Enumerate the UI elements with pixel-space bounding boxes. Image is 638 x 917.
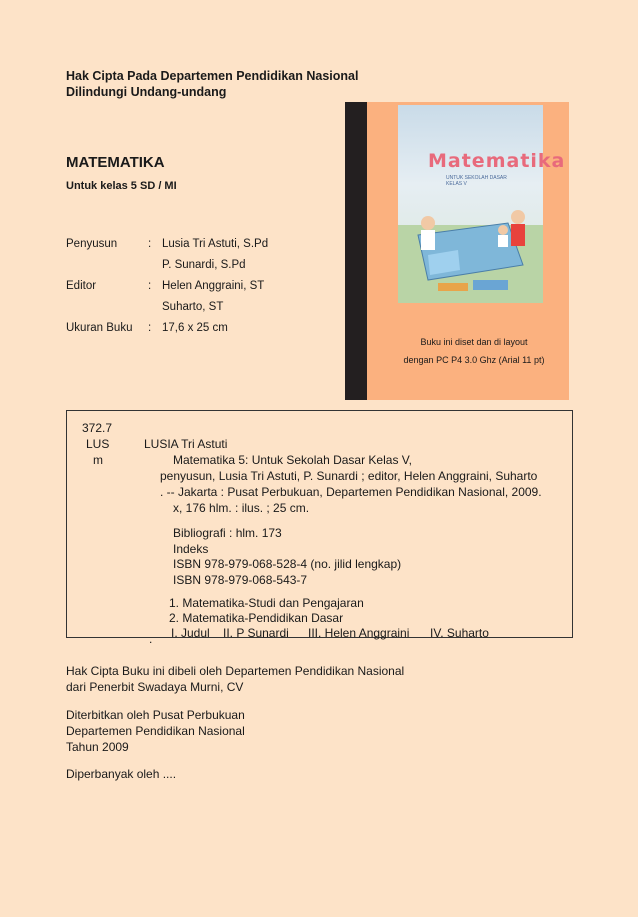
- credit-colon: :: [148, 238, 152, 250]
- cover-image: [398, 105, 566, 303]
- catalog-main-entry: LUSIA Tri Astuti: [144, 437, 228, 451]
- publisher-notice: [66, 707, 245, 755]
- credit-colon: :: [148, 280, 152, 292]
- credit-value: Helen Anggraini, ST: [162, 280, 265, 292]
- layout-note: [384, 333, 564, 369]
- catalog-added-entry-4: IV. Suharto: [430, 626, 489, 640]
- credit-label: Ukuran Buku: [66, 322, 133, 334]
- cover-subtitle-line-1: UNTUK SEKOLAH DASAR: [446, 175, 507, 181]
- credit-value: P. Sunardi, S.Pd: [162, 259, 246, 271]
- cover-title: Matematika: [428, 150, 566, 172]
- catalog-author-code: LUS: [86, 437, 110, 451]
- catalog-added-entry-2: II. P Sunardi: [223, 626, 289, 640]
- credit-value: Suharto, ST: [162, 301, 224, 313]
- cover-subtitle-line-2: KELAS V: [446, 181, 467, 187]
- credit-colon: :: [148, 322, 152, 334]
- credit-value: Lusia Tri Astuti, S.Pd: [162, 238, 269, 250]
- publisher-line-2: Departemen Pendidikan Nasional: [66, 724, 245, 738]
- publisher-year: Tahun 2009: [66, 740, 129, 754]
- credit-label: Editor: [66, 280, 97, 292]
- book-title: MATEMATIKA: [66, 154, 165, 171]
- layout-note-line-2: dengan PC P4 3.0 Ghz (Arial 11 pt): [403, 355, 545, 365]
- credit-value: 17,6 x 25 cm: [162, 322, 228, 334]
- book-spine: [345, 102, 367, 400]
- purchase-line-2: dari Penerbit Swadaya Murni, CV: [66, 680, 244, 694]
- publisher-line-1: Diterbitkan oleh Pusat Perbukuan: [66, 708, 245, 722]
- copied-by: Diperbanyak oleh ....: [66, 767, 177, 781]
- catalog-title-code: m: [93, 453, 103, 467]
- catalog-class-number: 372.7: [82, 421, 113, 435]
- catalog-added-entry-3: III. Helen Anggraini: [308, 626, 410, 640]
- catalog-subject-2: 2. Matematika-Pendidikan Dasar: [169, 611, 344, 625]
- catalog-note-bibliography: Bibliografi : hlm. 173: [173, 526, 282, 540]
- catalog-note-index: Indeks: [173, 542, 209, 556]
- catalog-publication-line: . -- Jakarta : Pusat Perbukuan, Departemen Pendidikan Nasional, 2009.: [160, 485, 542, 499]
- catalog-physical-line: x, 176 hlm. : ilus. ; 25 cm.: [173, 501, 310, 515]
- catalog-card: [66, 410, 573, 646]
- catalog-title-line: Matematika 5: Untuk Sekolah Dasar Kelas V,: [173, 453, 413, 467]
- copyright-notice: [66, 68, 358, 100]
- credit-label: Penyusun: [66, 238, 118, 250]
- catalog-responsibility-line: penyusun, Lusia Tri Astuti, P. Sunardi ; editor, Helen Anggraini, Suharto: [160, 469, 538, 483]
- catalog-dot: .: [149, 632, 153, 646]
- catalog-subject-1: 1. Matematika-Studi dan Pengajaran: [169, 596, 364, 610]
- copyright-line-2: Dilindungi Undang-undang: [66, 85, 227, 99]
- layout-note-line-1: Buku ini diset dan di layout: [420, 337, 528, 347]
- purchase-line-1: Hak Cipta Buku ini dibeli oleh Departemen Pendidikan Nasional: [66, 664, 405, 678]
- purchase-notice: [66, 663, 404, 695]
- catalog-added-entry-1: I. Judul: [171, 626, 210, 640]
- catalog-isbn-2: ISBN 978-979-068-543-7: [173, 573, 308, 587]
- book-subtitle: Untuk kelas 5 SD / MI: [66, 180, 177, 192]
- catalog-isbn-1: ISBN 978-979-068-528-4 (no. jilid lengkap): [173, 557, 402, 571]
- copyright-line-1: Hak Cipta Pada Departemen Pendidikan Nasional: [66, 69, 359, 83]
- cover-illustration: [398, 105, 543, 303]
- cover-subtitle: [446, 175, 507, 187]
